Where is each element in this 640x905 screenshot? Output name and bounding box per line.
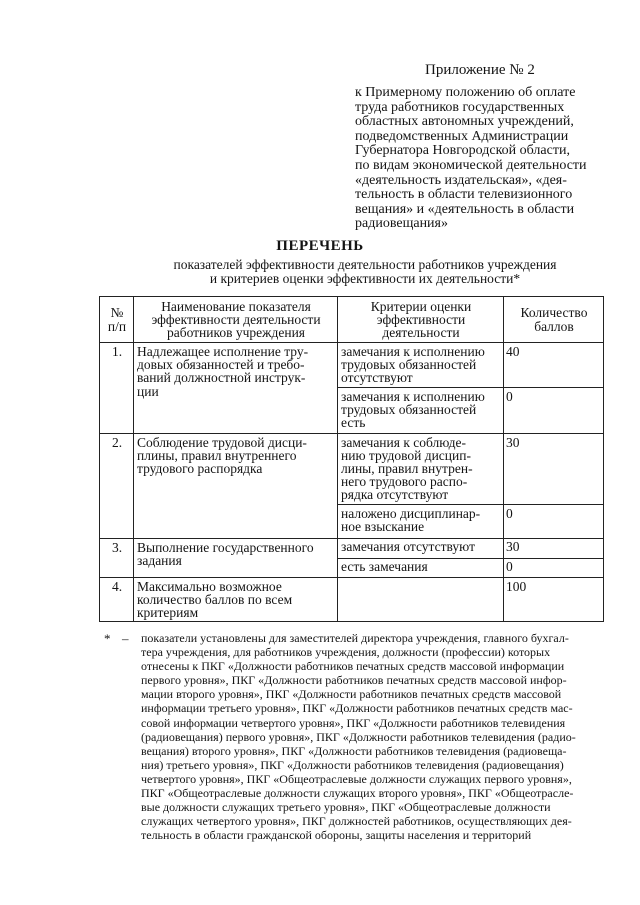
row-number: 4. (100, 577, 134, 622)
row-criterion: замечания к исполнению трудовых обязанностей есть (338, 387, 504, 433)
footnote-mark: * (104, 631, 111, 646)
row-criterion: замечания к соблюде- нию трудовой дисцип- лины, правил внутрен- него трудового распо- рядка отсутствуют (338, 433, 504, 504)
row-number: 1. (100, 343, 134, 434)
row-indicator: Выполнение государственного задания (134, 538, 338, 577)
header-criteria: Критерии оценки эффективности деятельности (338, 297, 504, 343)
row-criterion: замечания к исполнению трудовых обязанностей отсутствуют (338, 343, 504, 388)
row-score: 30 (504, 433, 604, 504)
document-subtitle: показателей эффективности деятельности работников учреждения и критериев оценки эффективности их деятельности* (173, 257, 557, 286)
header-number: № п/п (100, 297, 134, 343)
row-criterion: наложено дисциплинар- ное взыскание (338, 504, 504, 538)
row-criterion (338, 577, 504, 622)
row-number: 3. (100, 538, 134, 577)
row-score: 100 (504, 577, 604, 622)
row-indicator: Соблюдение трудовой дисци- плины, правил внутреннего трудового распорядка (134, 433, 338, 538)
footnote-dash: – (122, 631, 129, 646)
table-row (100, 433, 604, 504)
document-title: ПЕРЕЧЕНЬ (276, 238, 364, 254)
footnote-text: показатели установлены для заместителей директора учреждения, главного бухгал- тера учреждения, для работников учреждения, должности (профессии) которых отнесены к ПКГ «Должности работников печатных средств массовой информации первого уровня», ПКГ «Должности работников печатных средств массовой инфор- мации второго уровня», ПКГ «Должности работников печатных средств массовой информации третьего уровня», ПКГ «Должности работников печатных средств мас- совой информации четвертого уровня», ПКГ «Должности работников телевидения (радиовещания) первого уровня», ПКГ «Должности работников телевидения (радио- вещания) второго уровня», ПКГ «Должности работников телевидения (радиовеща- ния) третьего уровня», ПКГ «Должности работников телевидения (радиовещания) четвертого уровня», ПКГ «Общеотраслевые должности служащих первого уровня», ПКГ «Общеотраслевые должности служащих второго уровня», ПКГ «Общеотрасле- вые должности служащих третьего уровня», ПКГ «Общеотраслевые должности служащих четвертого уровня», ПКГ должностей работников, осуществляющих дея- тельность в области гражданской обороны, защиты населения и территорий (141, 631, 576, 843)
table-row (100, 343, 604, 388)
row-criterion: замечания отсутствуют (338, 538, 504, 558)
row-criterion: есть замечания (338, 558, 504, 577)
appendix-title: Приложение № 2 (425, 62, 535, 78)
table-row (100, 538, 604, 558)
row-score: 0 (504, 504, 604, 538)
row-score: 40 (504, 343, 604, 388)
table-header-row (100, 297, 604, 343)
row-score: 30 (504, 538, 604, 558)
criteria-table (99, 296, 604, 622)
appendix-reference-text: к Примерному положению об оплате труда работников государственных областных автономных учреждений, подведомственных Администрации Губернатора Новгородской области, по видам экономической деятельности «деятельность издательская», «дея- тельность в области телевизионного вещания» и «деятельность в области радиовещания» (355, 85, 587, 232)
row-score: 0 (504, 558, 604, 577)
header-indicator: Наименование показателя эффективности деятельности работников учреждения (134, 297, 338, 343)
row-indicator: Максимально возможное количество баллов по всем критериям (134, 577, 338, 622)
row-score: 0 (504, 387, 604, 433)
table-row (100, 577, 604, 622)
header-score: Количество баллов (504, 297, 604, 343)
row-indicator: Надлежащее исполнение тру- довых обязанностей и требо- ваний должностной инструк- ции (134, 343, 338, 434)
row-number: 2. (100, 433, 134, 538)
